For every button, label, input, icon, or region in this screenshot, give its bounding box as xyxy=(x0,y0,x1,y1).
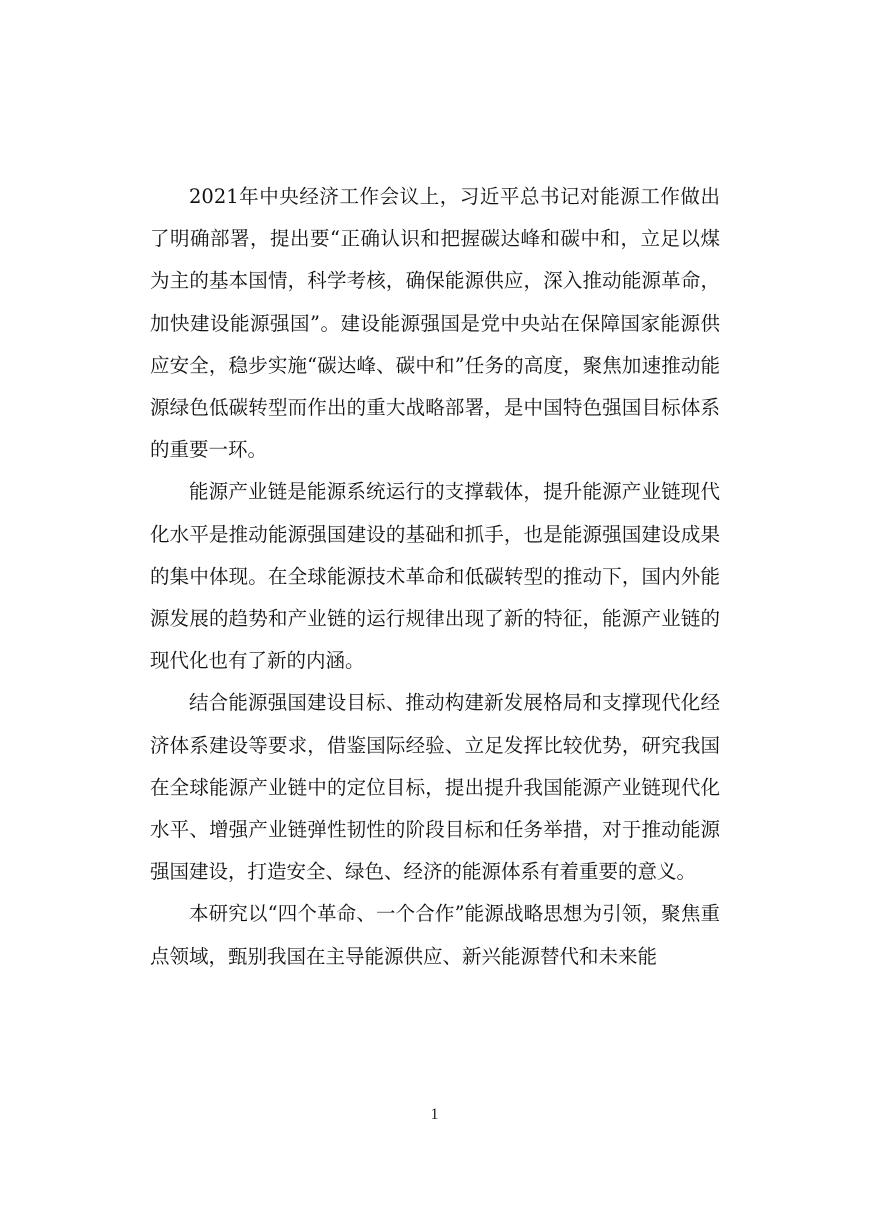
paragraph-2: 能源产业链是能源系统运行的支撑载体，提升能源产业链现代化水平是推动能源强国建设的基础和抓手，也是能源强国建设成果的集中体现。在全球能源技术革命和低碳转型的推动下，国内外能源发展的趋势和产业链的运行规律出现了新的特征，能源产业链的现代化也有了新的内涵。 xyxy=(150,480,720,673)
paragraph-1: 2021年中央经济工作会议上，习近平总书记对能源工作做出了明确部署，提出要“正确认识和把握碳达峰和碳中和，立足以煤为主的基本国情，科学考核，确保能源供应，深入推动能源革命，加快建设能源强国”。建设能源强国是党中央站在保障国家能源供应安全，稳步实施“碳达峰、碳中和”任务的高度，聚焦加速推动能源绿色低碳转型而作出的重大战略部署，是中国特色强国目标体系的重要一环。 xyxy=(150,185,720,462)
paragraph-4: 本研究以“四个革命、一个合作”能源战略思想为引领，聚焦重点领域，甄别我国在主导能源供应、新兴能源替代和未来能 xyxy=(150,902,720,968)
body-text xyxy=(150,176,720,978)
paragraph-3: 结合能源强国建设目标、推动构建新发展格局和支撑现代化经济体系建设等要求，借鉴国际经验、立足发挥比较优势，研究我国在全球能源产业链中的定位目标，提出提升我国能源产业链现代化水平、增强产业链弹性韧性的阶段目标和任务举措，对于推动能源强国建设，打造安全、绿色、经济的能源体系有着重要的意义。 xyxy=(150,691,720,884)
page-number: 1 xyxy=(430,1106,439,1123)
